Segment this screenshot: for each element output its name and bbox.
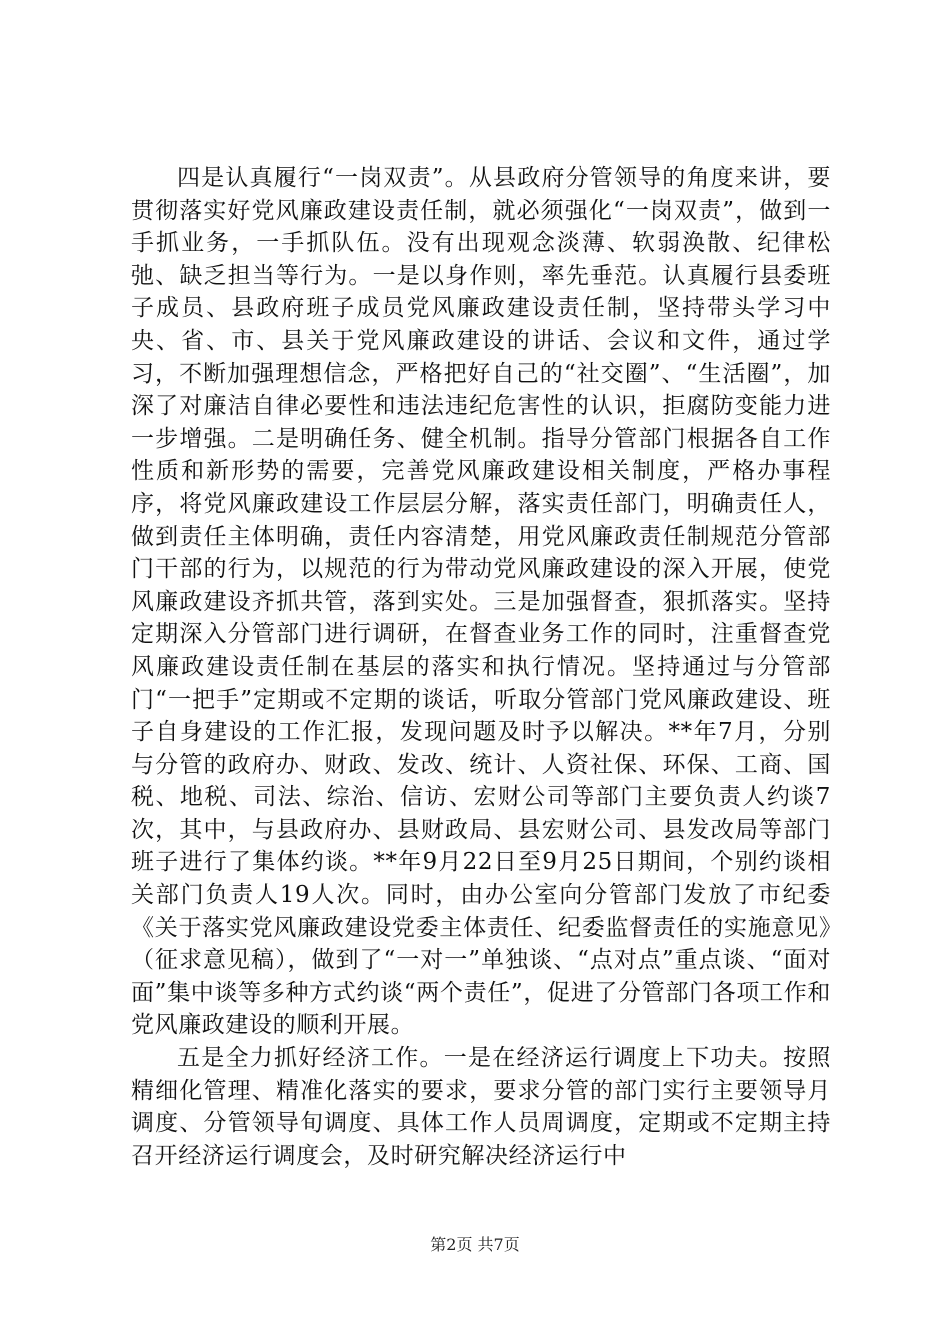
page-number-footer: 第2页 共7页 (430, 1235, 520, 1254)
paragraph-economy: 五是全力抓好经济工作。一是在经济运行调度上下功夫。按照精细化管理、精准化落实的要求，要求分管的部门实行主要领导月调度、分管领导旬调度、具体工作人员周调度，定期或不定期主持召开经济运行调度会，及时研究解决经济运行中 (131, 1045, 831, 1169)
paragraph-duty: 四是认真履行“一岗双责”。从县政府分管领导的角度来讲，要贯彻落实好党风廉政建设责任制，就必须强化“一岗双责”，做到一手抓业务，一手抓队伍。没有出现观念淡薄、软弱涣散、纪律松弛、缺乏担当等行为。一是以身作则，率先垂范。认真履行县委班子成员、县政府班子成员党风廉政建设责任制，坚持带头学习中央、省、市、县关于党风廉政建设的讲话、会议和文件，通过学习，不断加强理想信念，严格把好自己的“社交圈”、“生活圈”，加深了对廉洁自律必要性和违法违纪危害性的认识，拒腐防变能力进一步增强。二是明确任务、健全机制。指导分管部门根据各自工作性质和新形势的需要，完善党风廉政建设相关制度，严格办事程序，将党风廉政建设工作层层分解，落实责任部门，明确责任人，做到责任主体明确，责任内容清楚，用党风廉政责任制规范分管部门干部的行为，以规范的行为带动党风廉政建设的深入开展，使党风廉政建设齐抓共管，落到实处。三是加强督查，狠抓落实。坚持定期深入分管部门进行调研，在督查业务工作的同时，注重督查党风廉政建设责任制在基层的落实和执行情况。坚持通过与分管部门“一把手”定期或不定期的谈话，听取分管部门党风廉政建设、班子自身建设的工作汇报，发现问题及时予以解决。**年7月，分别与分管的政府办、财政、发改、统计、人资社保、环保、工商、国税、地税、司法、综治、信访、宏财公司等部门主要负责人约谈7次，其中，与县政府办、县财政局、县宏财公司、县发改局等部门班子进行了集体约谈。**年9月22日至9月25日期间，个别约谈相关部门负责人19人次。同时，由办公室向分管部门发放了市纪委《关于落实党风廉政建设党委主体责任、纪委监督责任的实施意见》（征求意见稿），做到了“一对一”单独谈、“点对点”重点谈、“面对面”集中谈等多种方式约谈“两个责任”，促进了分管部门各项工作和党风廉政建设的顺利开展。 (131, 165, 831, 1039)
document-body (131, 162, 831, 1172)
